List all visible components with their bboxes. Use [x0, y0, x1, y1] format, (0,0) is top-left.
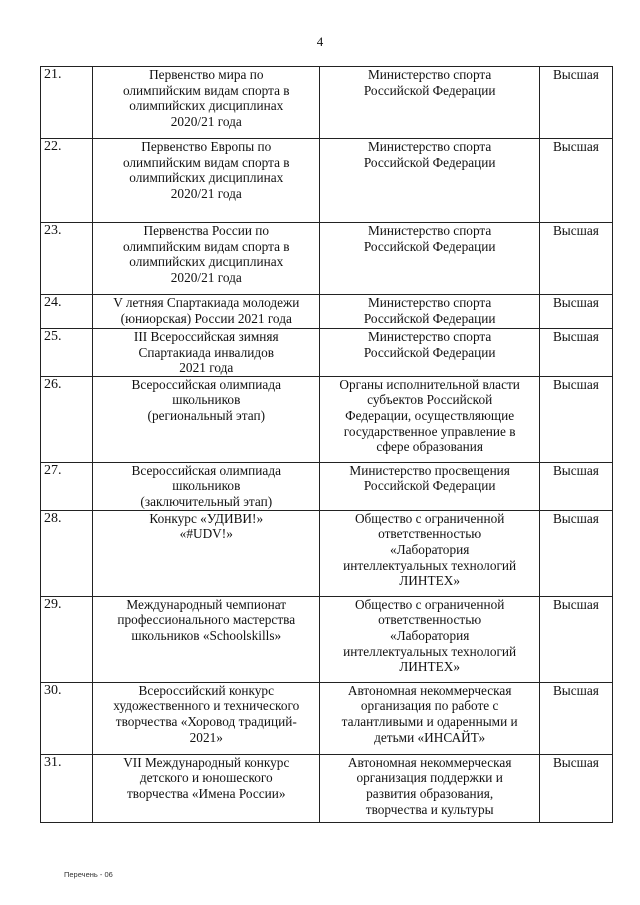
event-name-cell	[93, 754, 320, 822]
row-number: 27.	[44, 462, 62, 478]
organizer: Органы исполнительной власти субъектов Российской Федерации, осуществляющие государственное управление в сфере образования	[339, 376, 520, 455]
organizer-cell	[320, 596, 539, 682]
table-row	[41, 67, 613, 139]
event-name-cell	[93, 329, 320, 377]
event-level: Высшая	[552, 329, 599, 344]
event-level-cell	[539, 754, 612, 822]
row-number-cell	[41, 67, 93, 139]
event-level-cell	[539, 329, 612, 377]
event-level: Высшая	[552, 682, 599, 698]
events-table	[40, 66, 613, 823]
footer-doc-code: Перечень - 06	[64, 870, 113, 879]
row-number: 28.	[44, 510, 62, 526]
row-number-cell	[41, 754, 93, 822]
event-name-cell	[93, 682, 320, 754]
event-level: Высшая	[552, 510, 599, 526]
event-level: Высшая	[552, 295, 599, 310]
row-number-cell	[41, 139, 93, 223]
event-name: III Всероссийская зимняя Спартакиада инвалидов 2021 года	[133, 329, 279, 376]
row-number: 26.	[44, 376, 62, 392]
organizer: Министерство просвещения Российской Федерации	[349, 462, 510, 494]
table-row	[41, 376, 613, 462]
table-row	[41, 223, 613, 295]
organizer: Общество с ограниченной ответственностью «Лаборатория интеллектуальных технологий ЛИНТЕХ»	[343, 510, 517, 589]
event-level-cell	[539, 682, 612, 754]
event-level-cell	[539, 510, 612, 596]
organizer: Министерство спорта Российской Федерации	[363, 139, 496, 170]
event-name-cell	[93, 462, 320, 510]
event-name: Всероссийская олимпиада школьников (заключительный этап)	[131, 462, 281, 509]
event-level: Высшая	[552, 223, 599, 238]
event-level-cell	[539, 139, 612, 223]
organizer: Министерство спорта Российской Федерации	[363, 329, 496, 360]
event-name: V летняя Спартакиада молодежи (юниорская) России 2021 года	[113, 295, 300, 326]
event-name-cell	[93, 376, 320, 462]
table-row	[41, 462, 613, 510]
organizer-cell	[320, 329, 539, 377]
organizer: Автономная некоммерческая организация поддержки и развития образования, творчества и культуры	[347, 754, 512, 817]
event-level-cell	[539, 376, 612, 462]
organizer-cell	[320, 295, 539, 329]
table-row	[41, 596, 613, 682]
event-name: Всероссийский конкурс художественного и технического творчества «Хоровод традиций- 2021»	[113, 682, 300, 745]
row-number-cell	[41, 682, 93, 754]
table-row	[41, 329, 613, 377]
event-name: Первенства России по олимпийским видам спорта в олимпийских дисциплинах 2020/21 года	[122, 223, 290, 285]
row-number: 31.	[44, 754, 62, 770]
row-number-cell	[41, 510, 93, 596]
row-number-cell	[41, 596, 93, 682]
event-name: Первенство мира по олимпийским видам спорта в олимпийских дисциплинах 2020/21 года	[122, 67, 290, 129]
event-name-cell	[93, 223, 320, 295]
event-level-cell	[539, 462, 612, 510]
organizer: Министерство спорта Российской Федерации	[363, 295, 496, 326]
row-number-cell	[41, 295, 93, 329]
row-number: 23.	[44, 223, 62, 238]
events-table-body	[41, 67, 613, 823]
row-number: 21.	[44, 67, 62, 82]
event-level: Высшая	[552, 596, 599, 612]
row-number: 24.	[44, 295, 62, 310]
event-name-cell	[93, 596, 320, 682]
organizer-cell	[320, 462, 539, 510]
row-number: 22.	[44, 139, 62, 154]
table-row	[41, 510, 613, 596]
row-number: 25.	[44, 329, 62, 344]
event-level: Высшая	[552, 67, 599, 82]
organizer-cell	[320, 754, 539, 822]
organizer: Министерство спорта Российской Федерации	[363, 67, 496, 98]
organizer: Министерство спорта Российской Федерации	[363, 223, 496, 254]
event-level: Высшая	[552, 376, 599, 392]
organizer-cell	[320, 682, 539, 754]
table-row	[41, 754, 613, 822]
organizer-cell	[320, 376, 539, 462]
table-row	[41, 139, 613, 223]
organizer: Автономная некоммерческая организация по работе с талантливыми и одаренными и детьми «ИНСАЙТ»	[341, 682, 518, 745]
organizer-cell	[320, 67, 539, 139]
organizer-cell	[320, 510, 539, 596]
event-name: Конкурс «УДИВИ!» «#UDV!»	[149, 510, 264, 542]
row-number: 29.	[44, 596, 62, 612]
event-level: Высшая	[552, 139, 599, 154]
row-number-cell	[41, 462, 93, 510]
organizer-cell	[320, 223, 539, 295]
event-name: Всероссийская олимпиада школьников (региональный этап)	[131, 376, 281, 423]
event-level-cell	[539, 223, 612, 295]
event-name-cell	[93, 139, 320, 223]
event-name: Международный чемпионат профессионального мастерства школьников «Schoolskills»	[117, 596, 296, 643]
row-number-cell	[41, 223, 93, 295]
organizer: Общество с ограниченной ответственностью «Лаборатория интеллектуальных технологий ЛИНТЕХ»	[343, 596, 517, 675]
row-number: 30.	[44, 682, 62, 698]
organizer-cell	[320, 139, 539, 223]
event-level-cell	[539, 596, 612, 682]
event-name-cell	[93, 510, 320, 596]
event-level: Высшая	[552, 462, 599, 478]
table-row	[41, 682, 613, 754]
event-name-cell	[93, 67, 320, 139]
event-level: Высшая	[552, 754, 599, 770]
event-level-cell	[539, 295, 612, 329]
event-name-cell	[93, 295, 320, 329]
event-level-cell	[539, 67, 612, 139]
page-number: 4	[316, 34, 324, 49]
table-row	[41, 295, 613, 329]
event-name: Первенство Европы по олимпийским видам спорта в олимпийских дисциплинах 2020/21 года	[122, 139, 290, 201]
row-number-cell	[41, 329, 93, 377]
row-number-cell	[41, 376, 93, 462]
event-name: VII Международный конкурс детского и юношеского творчества «Имена России»	[123, 754, 290, 801]
